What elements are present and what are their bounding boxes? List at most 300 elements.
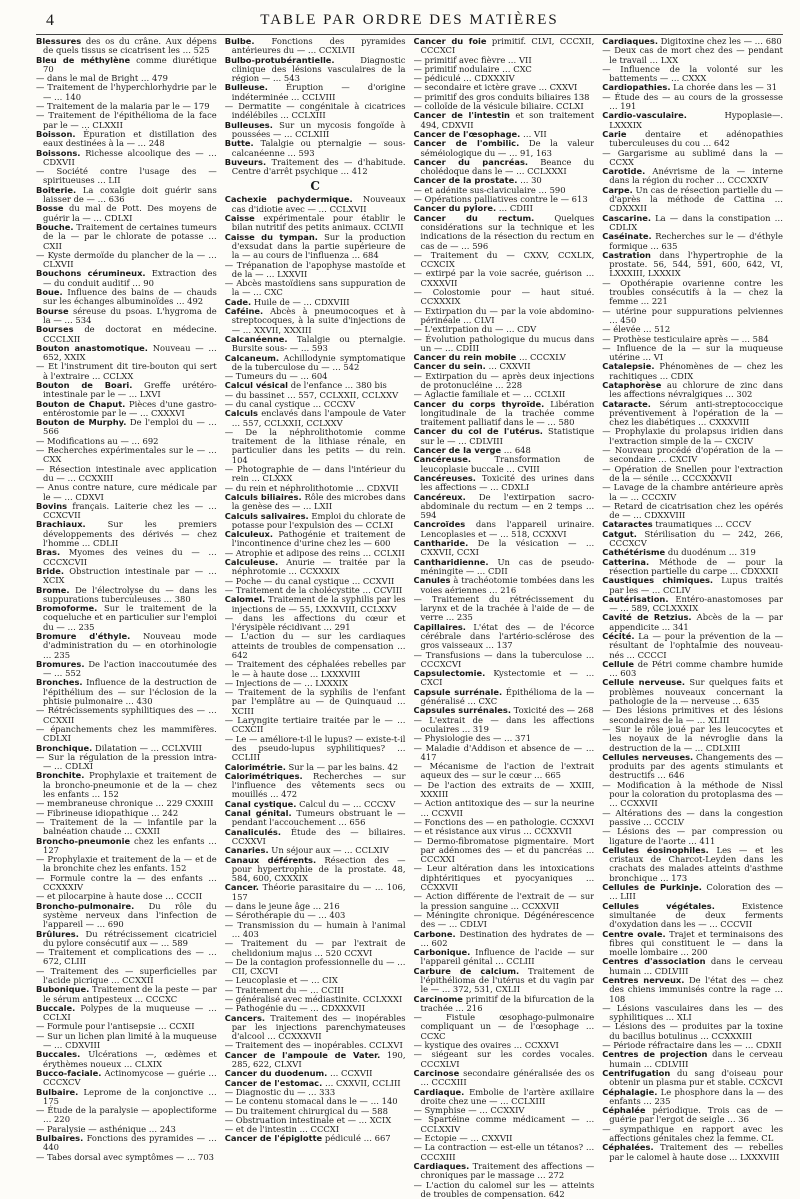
index-text: … CCXVII [330, 1068, 373, 1079]
index-text: Obstruction intestinale par — … XCIX [43, 565, 217, 586]
index-term: Cancer du rectum. [413, 212, 535, 223]
index-text: — Lésions des — produites par la toxine du bacillus botulinus … CCXXXIII [602, 1021, 783, 1041]
index-text: à trachéotomie tombées dans les voies aériennes … 216 [420, 575, 595, 595]
index-term: Bouton anastomotique. [36, 342, 148, 353]
index-text: Sur le traitement de la coqueluche et en particulier sur l'emploi du — … 235 [43, 603, 217, 632]
index-entry [36, 1004, 217, 1023]
index-text: Traitement des — d'habitude. Centre d'arrêt psychique … 412 [231, 156, 406, 177]
index-entry [602, 957, 783, 976]
index-entry [36, 502, 217, 521]
index-text: dans l'hypertrophie de la prostate. 56, 544, 591, 600, 642, VI, LXXXIII, LXXXIX [609, 249, 783, 279]
index-term: Bourse [36, 305, 69, 316]
index-text: — Extirpation du — par la voie abdomino-périnéale … CLVI [413, 305, 595, 325]
index-text: Destination des hydrates de — … 602 [420, 928, 595, 948]
index-entry [36, 381, 217, 400]
index-text: … CCCXLV [518, 352, 566, 363]
index-term: Canaux déférents. [224, 854, 317, 865]
index-entry [414, 269, 595, 288]
index-text: … CDIII [498, 203, 533, 214]
index-entry [36, 548, 217, 567]
index-text: Existence simultanée de deux ferments d'oxydation dans les — … CCCVII [609, 900, 783, 930]
index-text: Hypoplasie—. LXXXIX [609, 110, 783, 130]
index-entry [225, 1134, 406, 1143]
index-term: Caisse du tympan. [224, 231, 318, 242]
index-entry [414, 948, 595, 967]
index-text: Stérilisation du — 242, 266, CCCXCV [609, 528, 783, 549]
index-text: — Prophylaxie et traitement de la — et de la bronchite chez les enfants. 152 [36, 854, 217, 874]
index-entry [602, 753, 783, 781]
index-term: Bulleuses. [224, 119, 273, 130]
index-term: Bouton de Murphy. [36, 417, 127, 428]
index-term: Castration [602, 249, 651, 260]
index-term: Calcanéenne. [224, 333, 288, 344]
index-text: — L'action du calomel sur les — atteints de troubles de compensation. 642 [413, 1179, 595, 1199]
index-text: — Lavage de la chambre antérieure après la — … CCCXIV [602, 482, 783, 502]
index-text: — La contraction — est-elle un tétanos? … CCCXIII [413, 1142, 595, 1162]
index-entry [36, 567, 217, 586]
index-entry [414, 474, 595, 493]
index-entry [225, 716, 406, 735]
index-entry [225, 828, 406, 847]
index-text: Traitement des — inopérables par les injections parenchymateuses d'alcool … CCXXXVII [231, 1012, 406, 1042]
index-entry [36, 1106, 217, 1125]
index-term: Bouton de Boari. [36, 379, 133, 390]
index-term: Cautérisation. [602, 593, 669, 604]
index-term: Broncho-pneumonie [36, 835, 131, 846]
index-text: Greffe urétéro-intestinale par le — … LXVI [43, 379, 217, 400]
index-entry [36, 186, 217, 205]
index-term: Cancer de l'intestin [413, 110, 510, 121]
index-term: Capillaires. [413, 621, 466, 632]
index-entry [225, 558, 406, 577]
index-entry [36, 660, 217, 679]
index-text: — Deux cas de mort chez des — pendant le travail … LXX [602, 45, 783, 65]
index-text: Abcès de la — par appendicite … 341 [609, 612, 783, 632]
index-text: Tumeurs obstruant le — pendant l'accouchement … 656 [231, 808, 406, 828]
index-term: Cathétérisme [602, 547, 666, 558]
index-entry [602, 902, 783, 930]
index-text: — Évolution pathologique du mucus dans un — … CDIII [413, 333, 595, 353]
index-entry [414, 372, 595, 391]
index-text: — Paralysie — asthénique … 243 [36, 1123, 176, 1134]
index-term: Blessures [36, 37, 82, 46]
index-entry [602, 1069, 783, 1088]
index-text: — Maladie d'Addison et absence de — … 417 [413, 742, 595, 762]
index-text: dans le cerveau humain … CDLVIII [609, 956, 783, 976]
index-text: — Photographie de — dans l'intérieur du rein … CLXXX [224, 464, 406, 484]
index-text: Fonctions des pyramides antérieures du — … CCXLVII [231, 37, 406, 56]
index-term: Brachiaux. [36, 519, 86, 530]
index-entry [414, 837, 595, 865]
index-term: Cellules éosinophiles. [602, 844, 709, 855]
index-entry [36, 1088, 217, 1107]
index-text: — Diagnostic du — … 333 [224, 1086, 336, 1097]
index-entry [225, 428, 406, 465]
index-entry [225, 958, 406, 977]
index-text: dans l'appareil urinaire. Lencoplasies et — … 518, CCXXVI [420, 519, 595, 539]
index-entry [602, 427, 783, 446]
index-entry [225, 856, 406, 884]
index-entry [36, 985, 217, 1004]
index-text: — Nouveau procédé d'opération de la — secondaire … CXCIV [602, 445, 783, 465]
index-text: — et adénite sus-claviculaire … 590 [413, 184, 566, 195]
index-entry [602, 186, 783, 214]
index-entry [602, 1125, 783, 1144]
index-entry [225, 121, 406, 140]
index-text: — L'extirpation du — … CDV [413, 324, 537, 335]
page-header [36, 4, 783, 34]
index-text: Épithélioma de la — généralisé … CXC [420, 686, 595, 707]
index-term: Cancer de l'estomac. [224, 1077, 323, 1088]
index-text: — Dermatite — congénitale à cicatrices indélébiles … CCLXIII [224, 101, 406, 121]
index-entry [602, 1106, 783, 1125]
index-text: — Anus contre nature, cure médicale par le — … CDXVI [36, 482, 217, 502]
index-entry [225, 261, 406, 280]
index-text: — Traitement des — superficielles par l'acide picrique … CCXXII [36, 965, 217, 985]
index-term: Carbure de calcium. [413, 965, 520, 976]
index-text: Polypes de la muqueuse — … CCLXI [43, 1002, 217, 1023]
index-text: Diagnostic clinique des lésions vasculaires de la région — … 543 [231, 54, 406, 84]
index-text: du duodénum … 319 [667, 547, 756, 558]
index-text: de doctorat en médecine. CCCLXII [43, 324, 217, 344]
page-number: 4 [46, 12, 54, 29]
index-entry [414, 1115, 595, 1134]
index-entry [36, 223, 217, 251]
index-text: Beance du cholédoque dans le — … CCLXXXI [420, 156, 595, 177]
index-term: Cancer du col de l'utérus. [413, 426, 543, 437]
index-entry [225, 772, 406, 800]
header-rule [36, 34, 783, 35]
index-entry [414, 214, 595, 251]
index-entry [414, 716, 595, 735]
index-entry [602, 576, 783, 595]
index-text: Richesse alcoolique des — … CDXVII [43, 147, 217, 167]
index-term: Caséinate. [602, 231, 652, 242]
index-text: — Étude de la paralysie — apoplectiforme … 220 [36, 1105, 217, 1125]
index-text: … VII [523, 128, 547, 139]
index-entry [414, 669, 595, 688]
index-text: — Période réfractaire dans les — … CDXII [602, 1040, 782, 1051]
index-text: — du bassinet … 557, CCLXXII, CCLXXV [224, 389, 399, 400]
index-term: Cataphorèse [602, 379, 662, 390]
index-text: Les — et les cristaux de Charcot-Leyden dans les crachats des malades atteints d'asthme bronchique … 173 [609, 844, 783, 883]
index-text: Recherches — sur l'influence des vêtements secs ou mouillés … 472 [231, 770, 406, 800]
index-entry [225, 465, 406, 484]
index-entry [602, 446, 783, 465]
index-term: Céphalées. [602, 1142, 654, 1153]
index-text: Leprome de la conjonctive … 175 [43, 1086, 217, 1106]
index-entry [414, 288, 595, 307]
index-term: Bronchite. [36, 770, 85, 781]
index-entry [36, 1050, 217, 1069]
index-term: Cardiopathies. [602, 82, 671, 93]
index-term: Cardiaques. [602, 37, 658, 46]
index-entry [225, 530, 406, 549]
index-entry [36, 902, 217, 930]
index-text: primitif. CLVI, CCCXII, CCCXCI [420, 37, 595, 56]
index-text: Influence de l'acide — sur l'appareil génital … CCLIII [420, 947, 595, 967]
index-entry [225, 83, 406, 102]
index-text: Prophylaxie et traitement de la broncho-pneumonie et de la — chez les enfants … 152 [43, 770, 217, 800]
index-text: De l'action inaccoutumée des — … 552 [43, 658, 217, 679]
index-text: Influence des bains de — chauds sur les échanges albuminoïdes … 492 [43, 287, 217, 307]
index-text: — Formule pour l'antisepsie … CCXII [36, 1021, 195, 1032]
index-text: secondaire généralisée des os … CCCXIII [420, 1067, 595, 1088]
index-text: pédiculé … 667 [324, 1133, 391, 1144]
index-text: — Traitement de la cholécystite … CCVIII [224, 584, 403, 595]
index-text: Fonctions des pyramides — … 440 [43, 1133, 217, 1153]
index-entry [414, 1050, 595, 1069]
index-text: — Formule contre la — des enfants … CCXXXIV [36, 872, 217, 893]
index-text: — Spartéine comme médicament — … CCLXXIV [413, 1114, 595, 1134]
index-text: Théorie parasitaire du — … 106, 157 [231, 882, 406, 902]
index-entry [602, 149, 783, 168]
index-text: Actinomycose — guérie … CCCXCV [43, 1067, 217, 1088]
index-entry [602, 130, 783, 149]
index-entry [225, 158, 406, 177]
index-entry [602, 883, 783, 902]
index-entry [602, 846, 783, 883]
index-entry [414, 762, 595, 781]
index-text: — primitif des gros conduits biliaires 138 [413, 91, 590, 102]
index-text: — Symphise — … CCXXIV [413, 1105, 525, 1116]
index-term: Calcaneum. [224, 352, 280, 363]
index-text: Libération longitudinale de la trachée comme traitement palliatif dans le — … 580 [420, 398, 595, 428]
index-text: Lupus traités par les — … CCLIV [609, 575, 783, 595]
index-entry [414, 688, 595, 707]
index-entry [36, 520, 217, 548]
index-entry [602, 725, 783, 753]
index-entry [36, 1153, 217, 1162]
index-term: Cantharide. [413, 538, 469, 549]
index-text: — Extirpation du — après deux injections de protonucléine … 228 [413, 370, 595, 390]
index-text: Ulcérations —, œdèmes et érythèmes noueux … CLXIX [43, 1049, 217, 1069]
index-term: Bubonique. [36, 984, 90, 995]
index-entry [225, 195, 406, 214]
running-title: TABLE PAR ORDRE DES MATIÈRES [260, 12, 559, 28]
index-text: — Laryngite tertiaire traitée par le — … CCXCII [224, 715, 406, 735]
index-entry [414, 427, 595, 446]
index-term: Calcul vésical [224, 380, 289, 391]
index-entry [414, 1181, 595, 1199]
index-term: Calomel. [224, 594, 266, 605]
index-text: — kystique des ovaires … CCXXVI [413, 1040, 559, 1051]
index-text: — Dermo-fibromatose pigmentaire. Mort par adénomes des — et du pancréas … CCCXXI [413, 835, 595, 865]
index-entry [414, 251, 595, 270]
index-entry [225, 102, 406, 121]
index-text: — Prothèse testiculaire après — … 584 [602, 333, 769, 344]
index-entry [414, 967, 595, 995]
index-entry [225, 1014, 406, 1042]
index-text: Sur la production d'exsudat dans la partie supérieure de la — au cours de l'influenza … 684 [231, 231, 406, 261]
index-text: Traitement de la syphilis par les injections de — 55, LXXXVIII, CCLXXV [231, 594, 406, 614]
index-entry [414, 781, 595, 800]
index-entry [414, 1143, 595, 1162]
index-text: Coloration des — … LIII [609, 882, 783, 902]
index-entry [602, 344, 783, 363]
index-term: Cécité. [602, 631, 635, 641]
index-entry [36, 586, 217, 605]
index-entry [36, 1134, 217, 1153]
index-text: — Lésions vasculaires dans les — des syphilitiques … XLI [602, 1002, 783, 1023]
index-text: — Traitement de la — infantile par la balnéation chaude … CXXII [36, 816, 217, 837]
index-text: Anévrisme de la — interne dans la région du rocher … CCCXXIV [609, 166, 783, 186]
index-entry [225, 688, 406, 716]
index-entry [414, 307, 595, 326]
index-entry [602, 65, 783, 84]
index-text: Achillodynie symptomatique de la tuberculose du — … 542 [231, 352, 406, 372]
index-term: Bulleuse. [224, 82, 268, 93]
index-entry [225, 233, 406, 261]
index-text: — dans le mal de Bright … 479 [36, 73, 168, 84]
index-text: Embolie de l'artère axillaire droite chez une — … CCLXIII [420, 1086, 595, 1106]
index-entry [36, 753, 217, 772]
index-term: Cellules de Purkinje. [602, 882, 702, 893]
index-entry [602, 502, 783, 521]
index-text: — pédiculé … CDXXXIV [413, 73, 515, 84]
index-term: Capsule surrénale. [413, 686, 503, 697]
index-entry [36, 37, 217, 56]
index-text: — Rétrécissements syphilitiques des — … CCXXII [36, 705, 217, 725]
index-entry [36, 948, 217, 967]
index-entry [602, 307, 783, 326]
index-text: Anurie — traitée par la néphrotomie … CCXXXIX [231, 557, 406, 577]
index-term: Cascarine. [602, 212, 652, 223]
index-entry [36, 400, 217, 419]
index-text: L'état des — de l'écorce cérébrale dans l'artério-sclérose des gros vaisseaux … 137 [420, 621, 595, 651]
index-entry [36, 83, 217, 102]
index-entry [36, 111, 217, 130]
index-text: Talalgie ou pternalgie — sous-calcanéenne … 593 [231, 138, 406, 158]
index-entry [602, 232, 783, 251]
index-text: Influence de la destruction de l'épithélium des — sur l'éclosion de la phtisie pulmonaire … 430 [43, 677, 217, 707]
index-text: Éruption — d'origine indéterminée … CCLVIII [231, 82, 406, 102]
index-text: Digitoxine chez les — … 680 [660, 37, 782, 46]
index-entry [36, 678, 217, 706]
index-entry [602, 809, 783, 828]
index-term: Cataractes [602, 519, 653, 530]
index-text: — Traitement du — … CCIII [224, 984, 344, 995]
index-term: Carotide. [602, 166, 646, 177]
index-text: Un séjour aux — … CCLXIV [271, 845, 389, 856]
index-entry [225, 1051, 406, 1070]
index-term: Canules [413, 575, 451, 586]
index-text: — Résection intestinale avec application du — … CCXXIII [36, 463, 217, 483]
index-entry [225, 632, 406, 660]
index-text: Talalgie ou pternalgie. Bursite sous- — … 593 [231, 333, 406, 354]
index-term: Buccales. [36, 1049, 81, 1060]
index-entry [602, 632, 783, 660]
index-term: Cardiaques. [413, 1160, 470, 1171]
index-text: — Transmission du — humain à l'animal … 403 [224, 919, 406, 939]
index-text: Phénomènes de — chez les rachitiques … CDIX [609, 361, 783, 381]
index-term: Cellules végétales. [602, 900, 715, 911]
index-text: — Traitement des céphalées rebelles par le — à haute dose … LXXXVIII [224, 659, 406, 679]
index-term: Cellule nerveuse. [602, 677, 685, 688]
index-text: Traitement des — rebelles par le calomel à haute dose … LXXXVIII [609, 1142, 783, 1162]
index-text: — Kyste dermoïde du plancher de la — … CLXVII [36, 249, 217, 270]
index-text: — Tabes dorsal avec symptômes — … 703 [36, 1151, 214, 1162]
index-entry [36, 167, 217, 186]
index-text: — Le contenu stomacal dans le — … 140 [224, 1096, 398, 1107]
index-text: — Des lésions primitives et des lésions secondaires de la — … XLIII [602, 705, 783, 725]
index-text: — colloïde de la vésicule biliaire. CCLXI [413, 101, 584, 112]
index-term: Cellule [602, 658, 635, 669]
index-text: Le phosphore dans la — des enfants … 235 [609, 1086, 783, 1106]
index-text: — Aglactie familiale et — … CCLXII [413, 389, 566, 400]
index-text: — Opération de Snellen pour l'extraction de la — sénile … CCCXXXVII [602, 463, 783, 483]
index-term: Carie [602, 128, 627, 139]
index-text: Méthode de — pour la résection partielle du carpe … CDXXXII [609, 556, 783, 576]
index-term: Cade. [224, 296, 252, 307]
index-text: Myomes des veines du — … CCCXCVII [43, 547, 217, 567]
index-entry [414, 744, 595, 763]
index-entry [414, 576, 595, 595]
index-text: — primitif avec fièvre … VII [413, 54, 532, 65]
index-text: — De l'action des extraits de — XXIII, XXXIII [413, 779, 595, 800]
index-entry [36, 204, 217, 223]
index-entry [414, 37, 595, 56]
index-term: Canaries. [224, 845, 269, 856]
index-entry [602, 827, 783, 846]
index-term: Carcinose [413, 1067, 460, 1078]
index-text: — Tumeurs du — … 604 [224, 371, 328, 382]
index-entry [414, 911, 595, 930]
index-entry [414, 930, 595, 949]
index-entry [225, 37, 406, 56]
index-entry [602, 93, 783, 112]
index-text: … CXXVII [488, 361, 531, 372]
index-term: Bovins [36, 500, 68, 511]
index-text: — généralisé avec médiastinite. CCLXXXI [224, 993, 403, 1004]
index-text: — Sur la régulation de la pression intra- — … CDLXI [36, 751, 217, 772]
index-column-4 [602, 37, 783, 1199]
index-text: — Traitement et complications des — … 672, CLIII [36, 947, 217, 967]
index-entry [36, 818, 217, 837]
index-entry [414, 520, 595, 539]
index-text: — Abcès mastoïdiens sans suppuration de la — … CXC [224, 278, 406, 298]
index-text: — Transfusions — dans la tuberculose … CCCXCVI [413, 649, 595, 669]
index-text: … 648 [503, 445, 531, 456]
index-text: — Sur le rôle joué par les leucocytes et les noyaux de la névroglie dans la destruction de la — … CDLXIII [602, 723, 783, 753]
index-entry [414, 651, 595, 670]
index-text: — Gargarisme au sublimé dans la — CCXX [602, 147, 783, 167]
index-entry [36, 930, 217, 949]
index-term: Cachexie pachydermique. [224, 194, 353, 205]
index-text: — extirpé par la voie sacrée, guérison … CXXXVII [413, 268, 595, 288]
index-term: Carpe. [602, 184, 633, 195]
index-entry [36, 967, 217, 986]
index-term: Boiterie. [36, 184, 77, 195]
index-text: — Injections de — … LXXXIX [224, 677, 348, 688]
index-text: Kystectomie et — … CXCI [420, 668, 595, 688]
index-text: De l'électrolyse du — dans les suppurations tuberculeuses … 380 [43, 584, 217, 604]
index-term: Brûlures. [36, 928, 79, 939]
index-text: Sérum anti-streptococcique préventivement à l'opération de la — chez les diabétiques … CXXXVIII [609, 398, 783, 428]
index-entry [602, 930, 783, 958]
index-term: Caisse [224, 213, 255, 224]
index-term: Bulbe. [224, 37, 255, 46]
index-text: — Opérations palliatives contre le — 613 [413, 194, 588, 205]
index-term: Cavité de Retzius. [602, 612, 692, 623]
index-term: Bromure d'éthyle. [36, 631, 131, 641]
index-text: — Pathogénie du — … CDXXXVII [224, 1003, 366, 1014]
index-entry [225, 614, 406, 633]
index-entry [36, 706, 217, 725]
index-text: — Action différente de l'extrait de — sur la pression sanguine … CCXXVII [413, 891, 595, 911]
index-text: Pièces d'une gastro-entérostomie par le — … CXXXVI [43, 398, 217, 418]
index-text: — Modifications au — … 692 [36, 435, 159, 446]
